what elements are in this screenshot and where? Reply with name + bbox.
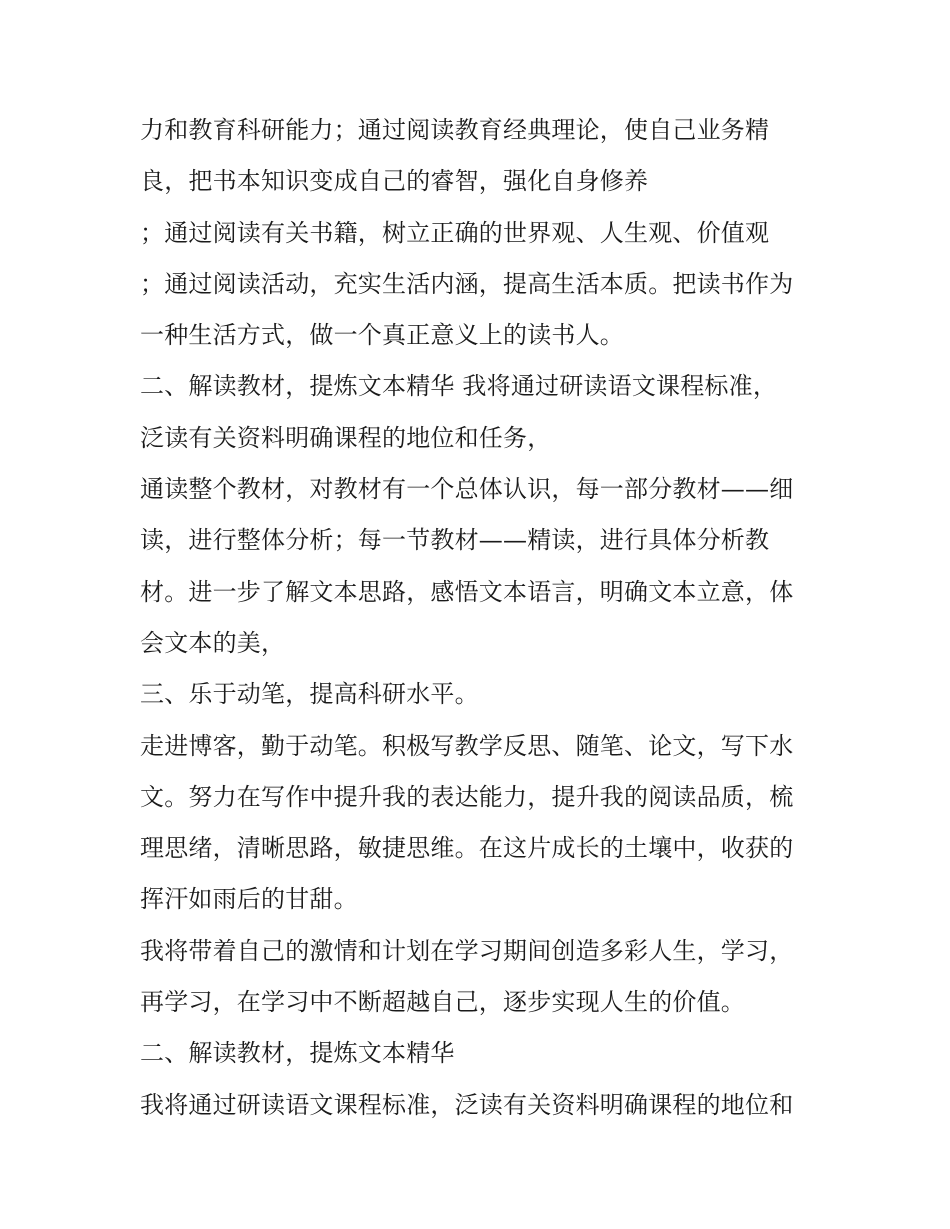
section-heading: 三、乐于动笔，提高科研水平。 <box>140 680 479 709</box>
text-line: 走进博客，勤于动笔。积极写教学反思、随笔、论文，写下水 <box>140 731 794 760</box>
text-line: 材。进一步了解文本思路，感悟文本语言，明确文本立意，体 <box>140 577 794 606</box>
text-line: 我将带着自己的激情和计划在学习期间创造多彩人生，学习， <box>140 936 794 965</box>
text-line: 一种生活方式，做一个真正意义上的读书人。 <box>140 321 624 350</box>
text-line: 挥汗如雨后的甘甜。 <box>140 885 358 914</box>
text-line: 文。努力在写作中提升我的表达能力，提升我的阅读品质，梳 <box>140 782 794 811</box>
text-line: 再学习，在学习中不断超越自己，逐步实现人生的价值。 <box>140 988 745 1017</box>
text-line: 泛读有关资料明确课程的地位和任务， <box>140 423 552 452</box>
text-line: ；通过阅读有关书籍，树立正确的世界观、人生观、价值观 <box>140 218 770 247</box>
text-line: 会文本的美， <box>140 628 286 657</box>
text-line: 读，进行整体分析；每一节教材——精读，进行具体分析教 <box>140 526 770 555</box>
text-line: 通读整个教材，对教材有一个总体认识，每一部分教材——细 <box>140 475 794 504</box>
text-line: ；通过阅读活动，充实生活内涵，提高生活本质。把读书作为 <box>140 269 794 298</box>
text-line: 良，把书本知识变成自己的睿智，强化自身修养 <box>140 167 649 196</box>
text-line: 我将通过研读语文课程标准，泛读有关资料明确课程的地位和 <box>140 1090 794 1119</box>
text-line: 力和教育科研能力；通过阅读教育经典理论，使自己业务精 <box>140 116 770 144</box>
document-body <box>140 105 830 1131</box>
section-heading: 二、解读教材，提炼文本精华 <box>140 1039 455 1068</box>
section-heading: 二、解读教材，提炼文本精华 我将通过研读语文课程标准， <box>140 372 778 401</box>
text-line: 理思绪，清晰思路，敏捷思维。在这片成长的土壤中，收获的 <box>140 834 794 863</box>
